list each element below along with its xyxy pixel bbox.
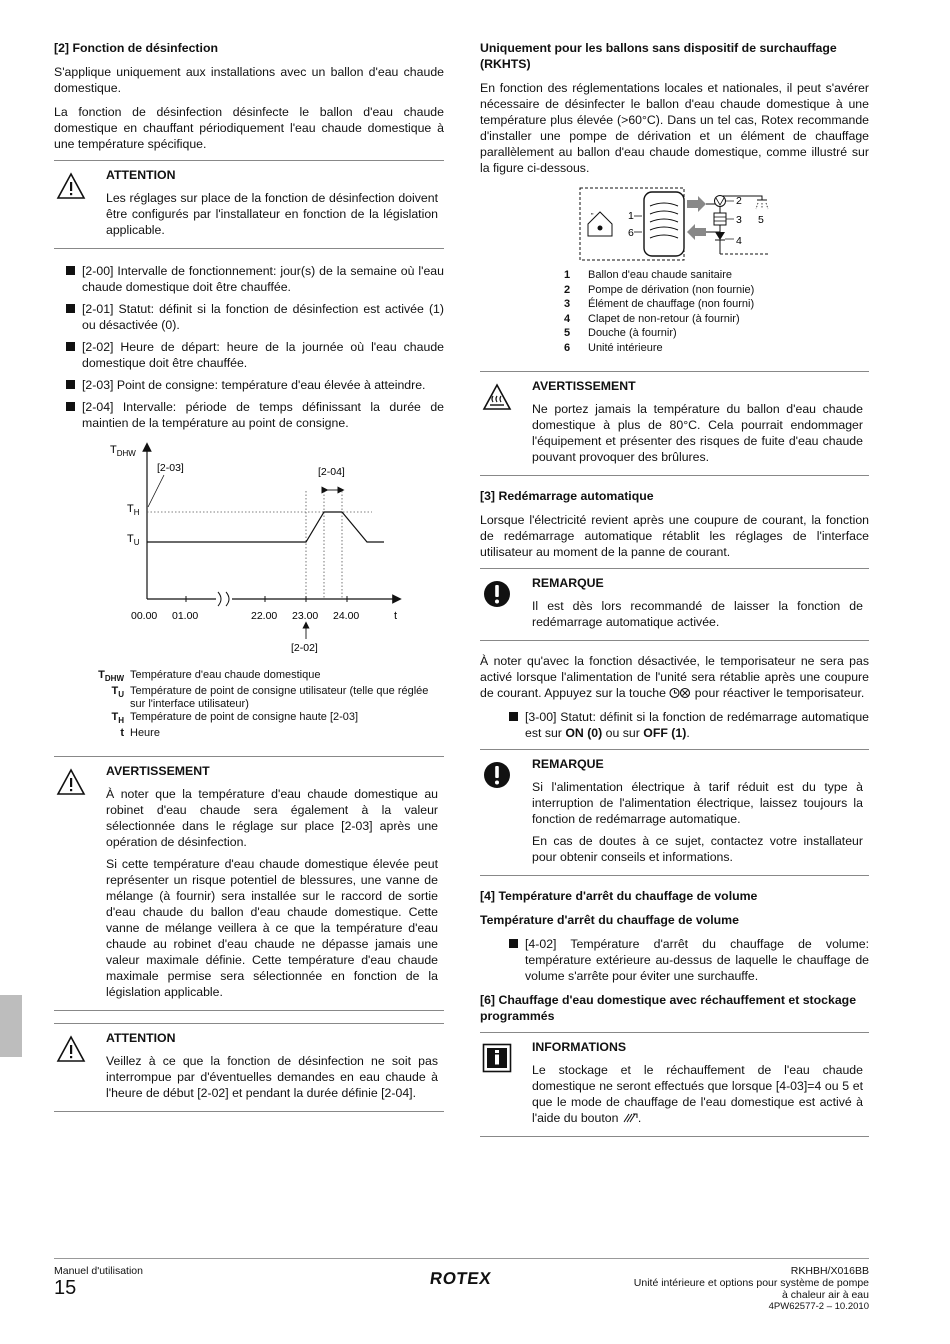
legend-row: t Heure — [120, 727, 160, 740]
warning-triangle-icon — [56, 1034, 86, 1064]
diagram-label: 1 — [628, 210, 634, 222]
warning-title: AVERTISSEMENT — [106, 764, 210, 779]
remark-title: REMARQUE — [532, 576, 604, 590]
info-box — [480, 1032, 869, 1137]
label-2-02: [2-02] — [291, 642, 318, 654]
paragraph: À noter qu'avec la fonction désactivée, le temporisateur ne sera pas activé lorsque l'alimentation de l'unité sera rétablie après une coupure de courant. Appuyez sur la touche pour réactiver le temporisateur. — [480, 654, 869, 700]
legend-row: $T_{DHW}$ Température d'eau chaude domestique — [98, 669, 321, 684]
remark-text: Il est dès lors recommandé de laisser la fonction de redémarrage automatique activée. — [532, 599, 863, 629]
diagram-label: 5 — [758, 214, 764, 226]
timer-button-icon — [669, 687, 691, 699]
section-title-rkhts: Uniquement pour les ballons sans dispositif de surchauffage (RKHTS) — [480, 41, 837, 71]
warning-title: AVERTISSEMENT — [532, 379, 636, 393]
model: RKHBH/X016BB — [790, 1265, 869, 1277]
warning-triangle-icon — [56, 767, 86, 797]
attention-title: ATTENTION — [106, 168, 176, 182]
section-title-volume-heating: [4] Température d'arrêt du chauffage de volume — [480, 889, 758, 903]
brand-logo: ROTEX — [428, 1269, 493, 1288]
remark-box — [480, 749, 869, 876]
legend-row: 4 Clapet de non-retour (à fournir) — [564, 312, 740, 325]
shower-icon — [756, 196, 767, 200]
section-title-dhw-schedule: [6] Chauffage d'eau domestique avec réchauffement et stockage programmés — [480, 993, 857, 1023]
svg-text:": " — [591, 213, 594, 220]
page-tab-marker — [0, 995, 22, 1057]
paragraph: Lorsque l'électricité revient après une coupure de courant, la fonction de redémarrage automatique rétablit les réglages de l'interface utilisateur au moment de la panne de courant. — [480, 513, 869, 559]
tick-label: 01.00 — [172, 610, 199, 622]
list-item: [2-02] Heure de départ: heure de la journée où l'eau chaude domestique doit être chauffée. — [82, 340, 444, 370]
remark-title: REMARQUE — [532, 757, 604, 771]
section-title-auto-restart: [3] Redémarrage automatique — [480, 489, 654, 503]
list-item: [2-01] Statut: définit si la fonction de désinfection est activée (1) ou désactivée (0). — [82, 302, 444, 332]
paragraph: La fonction de désinfection désinfecte le ballon d'eau chaude domestique en chauffant périodiquement l'eau chaude domestique à une température spécifique. — [54, 105, 444, 151]
exclamation-icon — [482, 579, 512, 609]
legend-row: 2 Pompe de dérivation (non fournie) — [564, 283, 755, 296]
remark-text: Si l'alimentation électrique à tarif réduit est du type à interruption de l'alimentation électrique, laissez toujours la fonction de redémarrage automatique. — [532, 780, 863, 826]
check-valve-icon — [715, 232, 725, 240]
label-2-04: [2-04] — [318, 466, 345, 478]
tu-label: $T_U$ — [127, 533, 140, 547]
warning-box — [480, 371, 869, 476]
warning-text: Si cette température d'eau chaude domestique élevée peut représenter un risque potentiel de blessures, une vanne de mélange (à fournir) sera installée sur le raccord de sortie d'eau chaude du ballon d'eau chaude domestique. Cette vanne de mélange veillera à ce que la température d'eau chaude au robinet d'eau chaude ne dépasse jamais une valeur maximale définie. Cette température d'eau chaude maximale permise sera sélectionnée en fonction de la législation applicable. — [106, 857, 438, 1000]
y-axis-label: $T_{DHW}$ — [110, 444, 136, 458]
description: à chaleur air à eau — [782, 1289, 869, 1301]
list-item: [2-03] Point de consigne: température d'eau élevée à atteindre. — [82, 377, 444, 393]
paragraph: S'applique uniquement aux installations avec un ballon d'eau chaude domestique. — [54, 65, 444, 95]
x-axis-label: t — [394, 610, 398, 622]
series-line — [147, 512, 384, 542]
chart-legend — [84, 669, 444, 740]
legend-row: $T_U$ Température de point de consigne utilisateur (telle que réglée sur l'interface utilisateur) — [111, 685, 429, 711]
list-item: [4-02] Température d'arrêt du chauffage de volume: température extérieure au-dessus de laquelle le chauffage de volume s'arrête pour éviter une surchauffe. — [525, 937, 869, 983]
description: Unité intérieure et options pour système de pompe — [633, 1277, 869, 1289]
diagram-legend — [564, 268, 869, 355]
remark-text: En cas de doutes à ce sujet, contactez votre installateur pour obtenir conseils et informations. — [532, 834, 863, 864]
diagram-label: 2 — [736, 195, 742, 207]
volume-heating-list — [480, 936, 869, 984]
legend-row: 6 Unité intérieure — [564, 341, 663, 354]
dhw-boost-button-icon — [622, 1112, 638, 1124]
tick-label: 22.00 — [251, 610, 278, 622]
list-item: [2-04] Intervalle: période de temps définissant la durée de maintien de la température au point de consigne. — [82, 400, 444, 430]
footer-right — [634, 1265, 869, 1313]
paragraph: En fonction des réglementations locales et nationales, il peut s'avérer nécessaire de désinfecter le ballon d'eau chaude domestique à une température plus élevée (>60°C). Dans un tel cas, Rotex recommande d'installer une pompe de dérivation et un élément de chauffage parallèlement au ballon d'eau chaude domestique, comme illustré sur la figure ci-dessous. — [480, 81, 869, 175]
warning-text: Ne portez jamais la température du ballon d'eau chaude domestique à plus de 80°C. Cela pourrait endommager l'équipement et présenter des risques de fuite d'eau chaude pouvant provoquer des brûlures. — [532, 402, 863, 464]
page-number: 15 — [54, 1277, 77, 1299]
list-item: [2-00] Intervalle de fonctionnement: jour(s) de la semaine où l'eau chaude domestique doit être chauffée. — [82, 264, 444, 294]
th-label: $T_H$ — [127, 503, 140, 517]
tick-label: 00.00 — [131, 610, 158, 622]
remark-box — [480, 568, 869, 641]
disinfection-settings-list — [54, 263, 444, 431]
attention-text: Les réglages sur place de la fonction de désinfection doivent être configurés par l'installateur en fonction de la législation applicable. — [106, 191, 438, 237]
tick-label: 24.00 — [333, 610, 360, 622]
info-title: INFORMATIONS — [532, 1040, 627, 1054]
bypass-pump-diagram — [480, 184, 869, 266]
footer-manual-label: Manuel d'utilisation — [54, 1265, 143, 1277]
hot-surface-warning-icon — [482, 382, 512, 412]
disinfection-temperature-chart — [54, 439, 444, 667]
left-column — [54, 40, 444, 1124]
attention-box — [54, 1023, 444, 1112]
subsection-title: Température d'arrêt du chauffage de volume — [480, 913, 739, 927]
legend-row: 3 Élément de chauffage (non fourni) — [564, 298, 755, 310]
warning-text: À noter que la température d'eau chaude domestique au robinet d'eau chaude sera également à la valeur sélectionnée dans le réglage sur place [2-03] après une opération de désinfection. — [106, 787, 438, 850]
page-footer — [54, 1258, 869, 1312]
attention-box — [54, 160, 444, 249]
legend-row: 5 Douche (à fournir) — [564, 327, 677, 339]
legend-row: 1 Ballon d'eau chaude sanitaire — [564, 269, 732, 281]
info-icon — [482, 1043, 512, 1073]
attention-text: Veillez à ce que la fonction de désinfection ne soit pas interrompue par d'éventuelles demandes en eau chaude à l'heure de début [2-02] et pendant la durée définie [2-04]. — [106, 1054, 438, 1101]
heater-icon — [714, 213, 726, 225]
tick-label: 23.00 — [292, 610, 319, 622]
attention-title: ATTENTION — [106, 1031, 176, 1046]
diagram-label: 4 — [736, 235, 742, 247]
info-text: Le stockage et le réchauffement de l'eau chaude domestique ne seront effectués que lorsque [4-03]=4 ou 5 et que le mode de chauffage de l'eau domestique est activé à l'aide du bouton . — [532, 1063, 863, 1125]
diagram-label: 3 — [736, 214, 742, 226]
warning-box — [54, 756, 444, 1011]
auto-restart-list — [480, 709, 869, 741]
diagram-label: 6 — [628, 227, 634, 239]
label-2-03: [2-03] — [157, 462, 184, 474]
tank — [644, 192, 684, 256]
section-title-disinfection: [2] Fonction de désinfection — [54, 41, 218, 55]
exclamation-icon — [482, 760, 512, 790]
right-column — [480, 40, 869, 1149]
reference: 4PW62577-2 – 10.2010 — [768, 1301, 869, 1312]
warning-triangle-icon — [56, 171, 86, 201]
legend-row: $T_H$ Température de point de consigne haute [2-03] — [111, 711, 359, 726]
list-item: [3-00] Statut: définit si la fonction de redémarrage automatique est sur ON (0) ou sur OFF (1). — [525, 710, 869, 740]
